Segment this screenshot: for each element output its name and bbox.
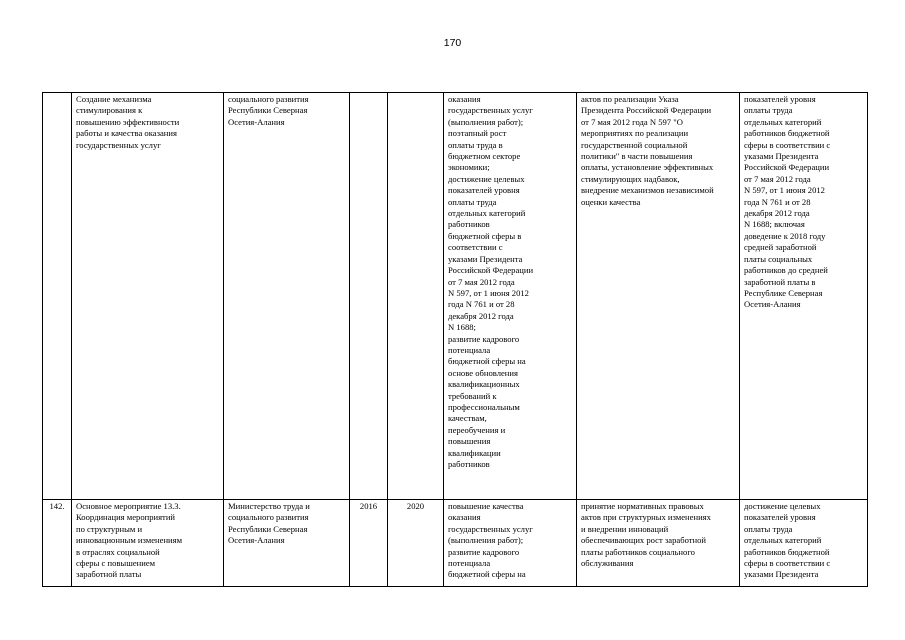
table-row xyxy=(43,500,868,587)
indicators-cell: достижение целевых показателей уровня оплаты труда отдельных категорий работников бюджетной сферы в соответствии с указами Президента xyxy=(740,500,868,587)
activity-cell: Основное мероприятие 13.3. Координация мероприятий по структурным и инновационным изменениям в отраслях социальной сферы с повышением заработной платы xyxy=(72,500,224,587)
legal-acts-cell: актов по реализации Указа Президента Российской Федерации от 7 мая 2012 года N 597 "О мероприятиях по реализации государственной социальной политики" в части повышения оплаты, установление эффективных стимулирующих надбавок, внедрение механизмов независимой оценки качества xyxy=(577,93,740,500)
start-year-cell: 2016 xyxy=(350,500,388,587)
indicators-cell: показателей уровня оплаты труда отдельных категорий работников бюджетной сферы в соответствии с указами Президента Российской Федерации от 7 мая 2012 года N 597, от 1 июня 2012 года N 761 и от 28 декабря 2012 года N 1688; включая доведение к 2018 году средней заработной платы социальных работников до средней заработной платы в Республике Северная Осетия-Алания xyxy=(740,93,868,500)
row-number xyxy=(43,93,72,500)
table-row xyxy=(43,93,868,500)
row-number: 142. xyxy=(43,500,72,587)
executor-cell: Министерство труда и социального развития Республики Северная Осетия-Алания xyxy=(224,500,350,587)
measures-table xyxy=(42,92,868,587)
legal-acts-cell: принятие нормативных правовых актов при структурных изменениях и внедрении инноваций обеспечивающих рост заработной платы работников социального обслуживания xyxy=(577,500,740,587)
page-number: 170 xyxy=(443,37,462,49)
start-year-cell xyxy=(350,93,388,500)
activity-cell: Создание механизма стимулирования к повышению эффективности работы и качества оказания государственных услуг xyxy=(72,93,224,500)
end-year-cell: 2020 xyxy=(388,500,444,587)
expected-result-cell: повышение качества оказания государственных услуг (выполнения работ); развитие кадрового потенциала бюджетной сферы на xyxy=(444,500,577,587)
end-year-cell xyxy=(388,93,444,500)
expected-result-cell: оказания государственных услуг (выполнения работ); поэтапный рост оплаты труда в бюджетном секторе экономики; достижение целевых показателей уровня оплаты труда отдельных категорий работников бюджетной сферы в соответствии с указами Президента Российской Федерации от 7 мая 2012 года N 597, от 1 июня 2012 года N 761 и от 28 декабря 2012 года N 1688; развитие кадрового потенциала бюджетной сферы на основе обновления квалификационных требований к профессиональным качествам, переобучения и повышения квалификации работников xyxy=(444,93,577,500)
executor-cell: социального развития Республики Северная Осетия-Алания xyxy=(224,93,350,500)
